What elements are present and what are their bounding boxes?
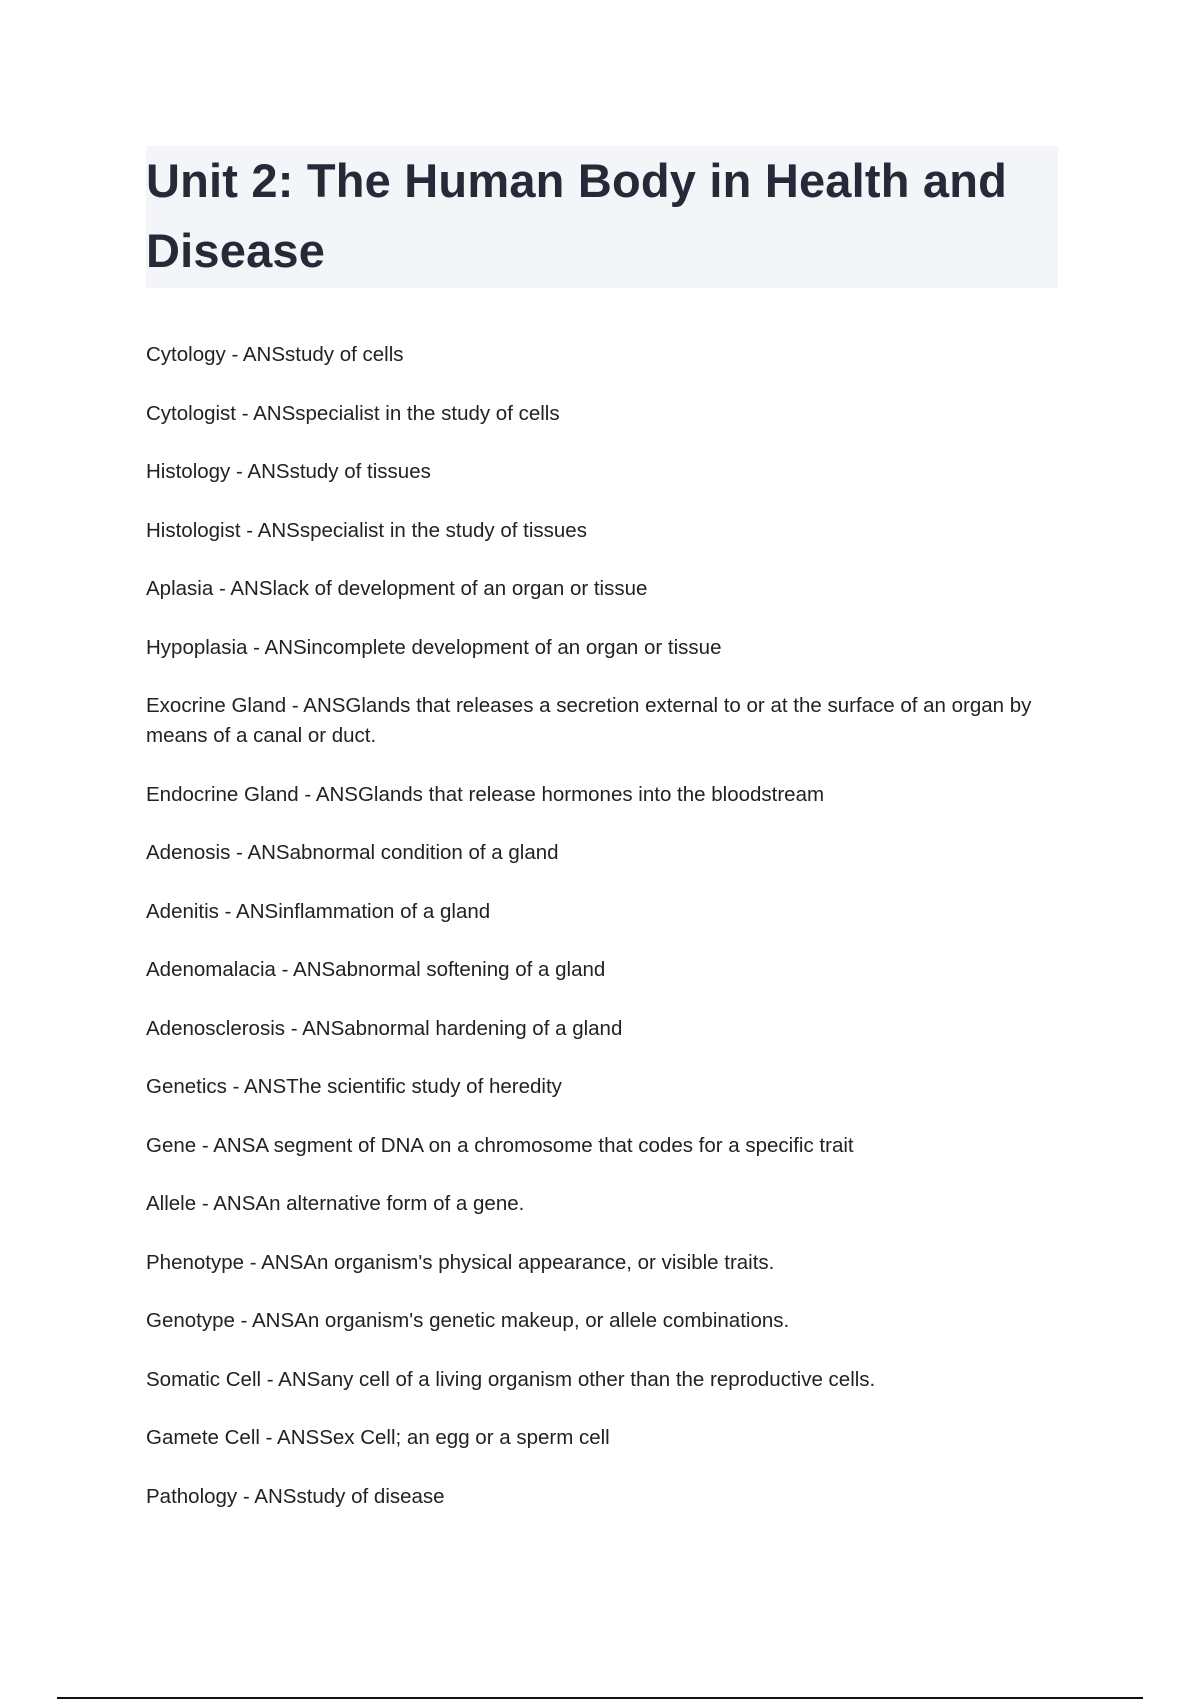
entry-separator: - <box>298 782 316 806</box>
entry-separator: - <box>286 694 304 717</box>
entry-term: Exocrine Gland <box>146 694 287 717</box>
glossary-list <box>146 340 1046 1540</box>
glossary-entry <box>146 457 1046 487</box>
entry-definition: Sex Cell; an egg or a sperm cell <box>319 1426 610 1449</box>
answer-marker: ANS <box>254 1484 297 1508</box>
glossary-entry <box>146 1014 1046 1044</box>
entry-separator: - <box>230 460 248 483</box>
entry-definition: abnormal softening of a gland <box>335 958 606 981</box>
entry-definition: lack of development of an organ or tissue <box>272 577 648 600</box>
entry-separator: - <box>230 841 248 864</box>
entry-term: Adenosis <box>146 841 231 864</box>
entry-term: Allele <box>146 1192 197 1215</box>
entry-term: Pathology <box>146 1484 238 1508</box>
entry-definition: incomplete development of an organ or tissue <box>306 635 722 659</box>
entry-definition: A segment of DNA on a chromosome that codes for a specific trait <box>255 1133 854 1157</box>
glossary-entry <box>146 780 1046 810</box>
entry-term: Hypoplasia <box>146 635 248 659</box>
entry-definition: Glands that release hormones into the bloodstream <box>357 782 825 806</box>
answer-marker: ANS <box>252 1309 295 1332</box>
answer-marker: ANS <box>278 1367 321 1391</box>
entry-term: Cytologist <box>146 401 237 425</box>
glossary-entry <box>146 1072 1046 1102</box>
entry-separator: - <box>240 518 258 542</box>
glossary-entry <box>146 340 1046 370</box>
answer-marker: ANS <box>253 401 296 425</box>
entry-separator: - <box>196 1192 214 1215</box>
answer-marker: ANS <box>213 1192 256 1215</box>
entry-term: Endocrine Gland <box>146 782 299 806</box>
entry-term: Phenotype <box>146 1250 245 1274</box>
glossary-entry <box>146 1131 1046 1161</box>
entry-separator: - <box>285 1016 303 1040</box>
entry-separator: - <box>244 1250 262 1274</box>
glossary-entry <box>146 1189 1046 1219</box>
entry-separator: - <box>236 401 254 425</box>
entry-term: Adenitis <box>146 899 219 923</box>
glossary-entry <box>146 1306 1046 1336</box>
entry-definition: study of cells <box>285 343 404 366</box>
page-title: Unit 2: The Human Body in Health and Disease <box>146 154 1008 277</box>
entry-separator: - <box>275 958 294 981</box>
answer-marker: ANS <box>264 635 307 659</box>
glossary-entry <box>146 838 1046 868</box>
answer-marker: ANS <box>213 1133 256 1157</box>
entry-separator: - <box>261 1367 279 1391</box>
entry-definition: An alternative form of a gene. <box>255 1192 525 1215</box>
entry-separator: - <box>259 1426 278 1449</box>
answer-marker: ANS <box>230 577 273 600</box>
glossary-entry <box>146 399 1046 429</box>
answer-marker: ANS <box>247 841 290 864</box>
glossary-entry <box>146 574 1046 604</box>
entry-definition: any cell of a living organism other than the reproductive cells. <box>320 1367 876 1391</box>
glossary-entry <box>146 897 1046 927</box>
answer-marker: ANS <box>244 1075 287 1098</box>
entry-separator: - <box>218 899 237 923</box>
title-block <box>146 146 1058 288</box>
entry-term: Histologist <box>146 518 241 542</box>
entry-separator: - <box>234 1309 252 1332</box>
answer-marker: ANS <box>247 460 290 483</box>
answer-marker: ANS <box>257 518 300 542</box>
entry-term: Histology <box>146 460 231 483</box>
glossary-entry <box>146 633 1046 663</box>
entry-definition: study of disease <box>296 1484 445 1508</box>
glossary-entry <box>146 955 1046 985</box>
answer-marker: ANS <box>302 1016 345 1040</box>
entry-definition: specialist in the study of tissues <box>299 518 587 542</box>
glossary-entry <box>146 516 1046 546</box>
glossary-entry <box>146 1248 1046 1278</box>
entry-definition: Glands that releases a secretion external to or at the surface of an organ by means of a canal or duct. <box>146 694 1032 747</box>
entry-term: Genetics <box>146 1075 227 1098</box>
glossary-entry <box>146 1365 1046 1395</box>
entry-term: Genotype <box>146 1309 235 1332</box>
entry-separator: - <box>226 1075 244 1098</box>
entry-definition: abnormal hardening of a gland <box>344 1016 623 1040</box>
answer-marker: ANS <box>277 1426 320 1449</box>
entry-separator: - <box>225 343 243 366</box>
entry-term: Aplasia <box>146 577 214 600</box>
entry-term: Adenomalacia <box>146 958 276 981</box>
entry-separator: - <box>196 1133 214 1157</box>
entry-definition: study of tissues <box>289 460 431 483</box>
entry-term: Adenosclerosis <box>146 1016 286 1040</box>
answer-marker: ANS <box>303 694 346 717</box>
entry-term: Somatic Cell <box>146 1367 262 1391</box>
answer-marker: ANS <box>261 1250 304 1274</box>
answer-marker: ANS <box>293 958 336 981</box>
answer-marker: ANS <box>242 343 286 366</box>
entry-definition: abnormal condition of a gland <box>289 841 559 864</box>
glossary-entry <box>146 691 1046 751</box>
entry-definition: inflammation of a gland <box>278 899 491 923</box>
entry-definition: An organism's physical appearance, or visible traits. <box>303 1250 775 1274</box>
entry-definition: An organism's genetic makeup, or allele combinations. <box>294 1309 790 1332</box>
entry-term: Cytology <box>146 343 226 366</box>
entry-separator: - <box>213 577 231 600</box>
footer-divider <box>57 1697 1143 1699</box>
answer-marker: ANS <box>236 899 279 923</box>
entry-definition: specialist in the study of cells <box>295 401 560 425</box>
entry-definition: The scientific study of heredity <box>286 1075 562 1098</box>
entry-separator: - <box>237 1484 255 1508</box>
glossary-entry <box>146 1423 1046 1453</box>
glossary-entry <box>146 1482 1046 1512</box>
answer-marker: ANS <box>315 782 358 806</box>
entry-term: Gamete Cell <box>146 1426 260 1449</box>
entry-term: Gene <box>146 1133 197 1157</box>
entry-separator: - <box>247 635 265 659</box>
